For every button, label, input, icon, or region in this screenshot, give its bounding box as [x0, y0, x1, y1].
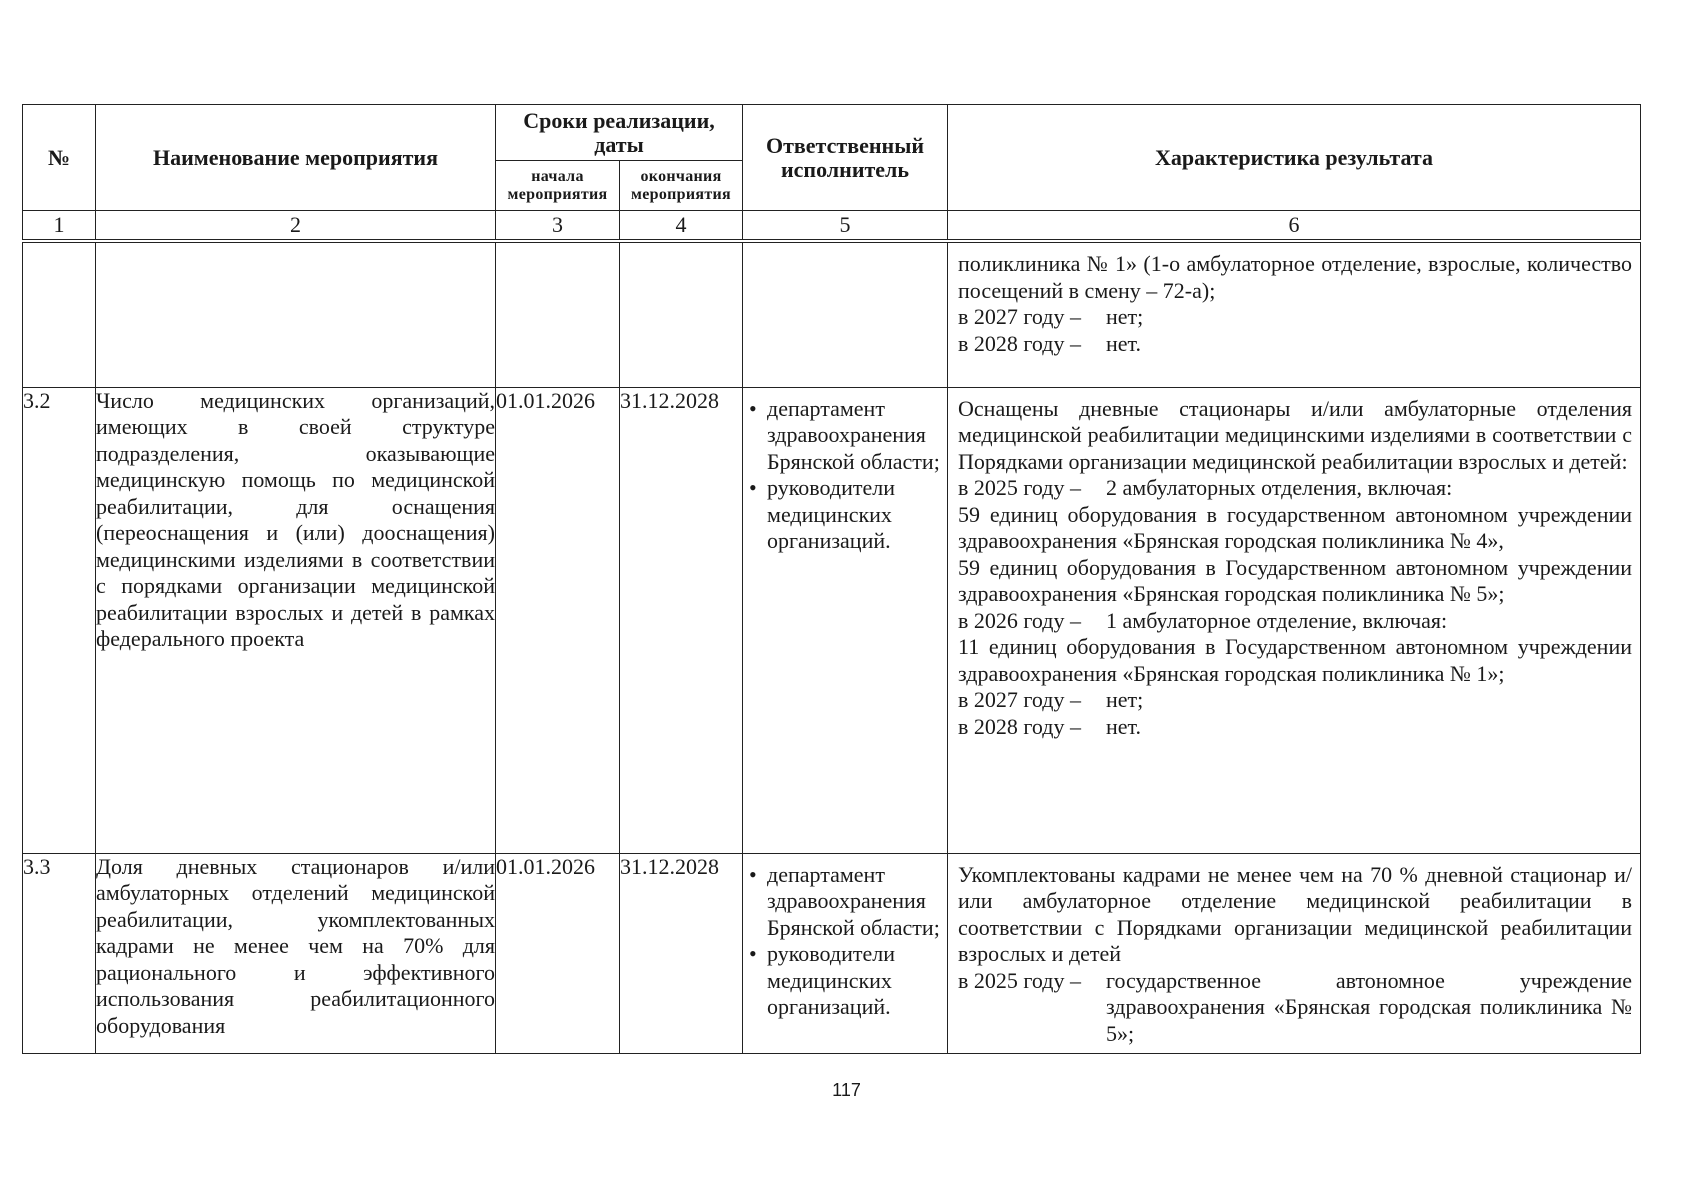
result-line: поликлиника № 1» (1-о амбулаторное отделение, взрослые, количество посещений в смену – 72-а); — [958, 251, 1633, 303]
list-item: • руководители медицинских организаций. — [749, 475, 895, 553]
cell-responsible — [743, 853, 948, 1053]
header-col-number: 1 — [23, 211, 96, 242]
result-year: в 2025 году – государственное автономное учреждение здравоохранения «Брянская городская поликлиника № 5»; — [958, 967, 1633, 1046]
header-col-number: 5 — [743, 211, 948, 242]
document-page — [22, 104, 1640, 1054]
result-intro: Оснащены дневные стационары и/или амбулаторные отделения медицинской реабилитации медицинскими изделиями в соответствии с Порядками организации медицинской реабилитации взрослых и детей: — [958, 395, 1633, 474]
cell-name — [96, 241, 496, 387]
cell-result — [948, 241, 1641, 387]
cell-name: Число медицинских организаций, имеющих в своей структуре подразделения, оказывающие медицинскую помощь по медицинской реабилитации, для оснащения (переоснащения и (или) дооснащения) медицинскими изделиями в соответствии с порядками организации медицинской реабилитации взрослых и детей в рамках федерального проекта — [96, 387, 496, 853]
header-end: окончания мероприятия — [620, 161, 743, 211]
header-start: начала мероприятия — [496, 161, 620, 211]
table-row — [23, 241, 1641, 387]
header-col-number: 6 — [948, 211, 1641, 242]
result-year: в 2025 году – 2 амбулаторных отделения, включая: — [958, 475, 1453, 500]
cell-start — [496, 241, 620, 387]
result-year: в 2026 году – 1 амбулаторное отделение, включая: — [958, 607, 1448, 633]
header-col-number: 3 — [496, 211, 620, 242]
page-number: 117 — [832, 1080, 861, 1100]
header-period: Сроки реализации, даты — [496, 105, 743, 161]
result-year: в 2028 году – нет. — [958, 330, 1142, 356]
cell-start: 01.01.2026 — [496, 853, 620, 1053]
header-number: № — [23, 105, 96, 211]
measures-table — [22, 104, 1641, 1054]
result-year: в 2028 году – нет. — [958, 713, 1142, 739]
header-responsible: Ответственный исполнитель — [743, 105, 948, 211]
header-result: Характеристика результата — [948, 105, 1641, 211]
cell-start: 01.01.2026 — [496, 387, 620, 853]
cell-name: Доля дневных стационаров и/или амбулаторных отделений медицинской реабилитации, укомплектованных кадрами не менее чем на 70% для рационального и эффективного использования реабилитационного оборудования — [96, 853, 496, 1053]
list-item: • департамент здравоохранения Брянской области; — [749, 861, 940, 940]
list-item: • руководители медицинских организаций. — [749, 941, 895, 1019]
cell-number: 3.2 — [23, 387, 96, 853]
cell-end: 31.12.2028 — [620, 387, 743, 853]
result-item: 59 единиц оборудования в государственном автономном учреждении здравоохранения «Брянская городская поликлиника № 4», — [958, 501, 1633, 553]
result-item: 59 единиц оборудования в Государственном автономном учреждении здравоохранения «Брянская городская поликлиника № 5»; — [958, 554, 1633, 606]
cell-responsible — [743, 241, 948, 387]
result-year: в 2027 году – нет; — [958, 304, 1144, 329]
cell-result — [948, 853, 1641, 1053]
list-item: • департамент здравоохранения Брянской области; — [749, 395, 940, 474]
result-item: 11 единиц оборудования в Государственном автономном учреждении здравоохранения «Брянская городская поликлиника № 1»; — [958, 634, 1633, 686]
result-intro: Укомплектованы кадрами не менее чем на 70 % дневной стационар и/или амбулаторное отделение медицинской реабилитации в соответствии с Порядками организации медицинской реабилитации взрослых и детей — [958, 861, 1633, 966]
cell-end: 31.12.2028 — [620, 853, 743, 1053]
result-year: в 2027 году – нет; — [958, 687, 1144, 712]
cell-end — [620, 241, 743, 387]
cell-result — [948, 387, 1641, 853]
cell-number — [23, 241, 96, 387]
header-name: Наименование мероприятия — [96, 105, 496, 211]
table-row — [23, 387, 1641, 853]
cell-number: 3.3 — [23, 853, 96, 1053]
header-col-number: 4 — [620, 211, 743, 242]
table-row — [23, 853, 1641, 1053]
header-col-number: 2 — [96, 211, 496, 242]
cell-responsible — [743, 387, 948, 853]
